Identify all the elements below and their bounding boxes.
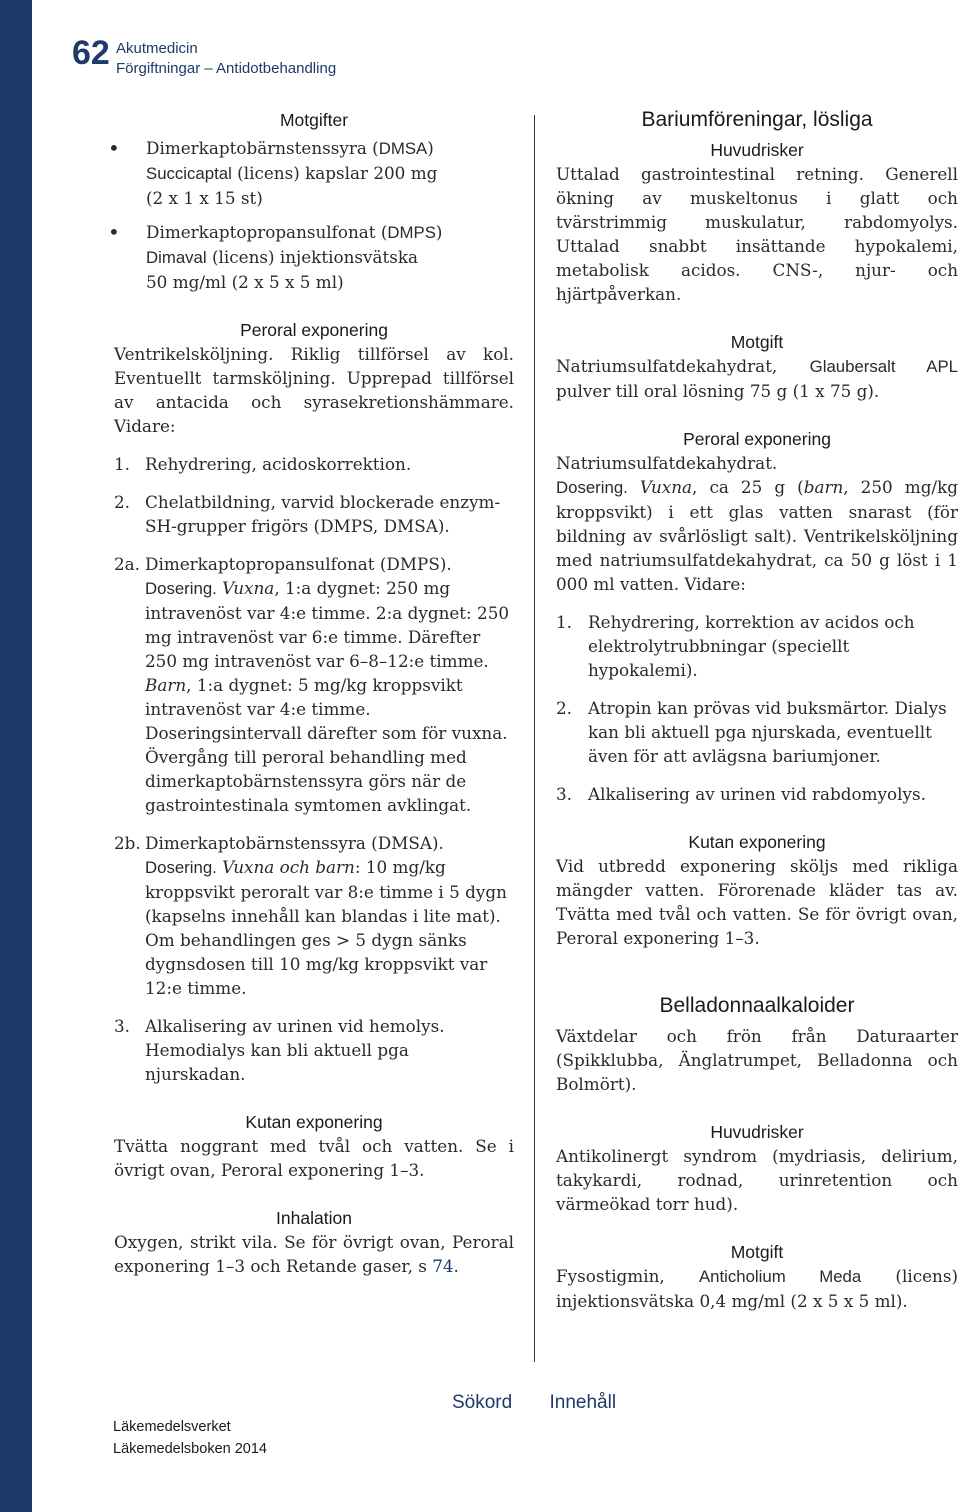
huvudrisker-text: Uttalad gastrointestinal retning. Generell ökning av muskeltonus i glatt och tvärstrimmig muskulatur, rabdomyolys. Uttalad snabbt insättande hypokalemi, metabolisk acidos. CNS-, njur- och hjärtpåverkan. xyxy=(556,164,958,304)
list-item: 3. Alkalisering av urinen vid hemolys. Hemodialys kan bli aktuell pga njurskadan. xyxy=(114,1016,445,1084)
inhalation-text: Oxygen, strikt vila. Se för övrigt ovan, Peroral exponering 1–3 och Retande gaser, s 74. xyxy=(114,1232,514,1276)
search-link[interactable]: Sökord xyxy=(452,1392,513,1413)
list-item: 2. Chelatbildning, varvid blockerade enzym-SH-grupper frigörs (DMPS, DMSA). xyxy=(114,492,501,536)
subsection-title: Förgiftningar – Antidotbehandling xyxy=(116,60,337,77)
bullet-icon: • xyxy=(108,136,120,160)
huvudrisker-text: Antikolinergt syndrom (mydriasis, delirium, takykardi, rodnad, urinretention och värmeökad torr hud). xyxy=(556,1146,958,1214)
right-column: Bariumföreningar, lösliga Huvudrisker Uttalad gastrointestinal retning. Generell ökning av muskeltonus i glatt och tvärstrimmig muskulatur, rabdomyolys. Uttalad snabbt insättande hypokalemi, metabolisk acidos. CNS-, njur- och hjärtpåverkan. Motgift Natriumsulfatdekahydrat, Glaubersalt APL pulver till oral lösning 75 g (1 x 75 g). Peroral exponering Natriumsulfatdekahydrat. Dosering. Vuxna, ca 25 g (barn, 250 mg/kg kroppsvikt) i ett glas vatten snarast (för bildning av svårlösligt salt). Ventrikelsköljning med natriumsulfatdekahydrat, ca 50 g löst i 1 000 ml vatten. Vidare: 1. Rehydrering, korrektion av acidos och elektrolytrubbningar (speciellt hypokalemi). 2. Atropin kan prövas vid buksmärtor. Dialys kan bli aktuell pga njurskada, eventuellt även för att avlägsna bariumjoner. 3. Alkalisering av urinen vid rabdomyolys. Kutan exponering Vid utbredd exponering sköljs med rikliga mängder vatten. Förorenade kläder tas av. Tvätta med tvål och vatten. Se för övrigt ovan, Peroral exponering 1–3. Belladonnaalkaloider Växtdelar och frön från Daturaarter (Spikklubba, Änglatrumpet, Belladonna och Bolmört). Huvudrisker Antikolinergt syndrom (mydriasis, delirium, takykardi, rodnad, urinretention och värmeökad torr hud). Motgift Fysostigmin, Anticholium Meda (licens) injektionsvätska 0,4 mg/ml (2 x 5 x 5 ml). xyxy=(556,108,958,1311)
list-item: 3. Alkalisering av urinen vid rabdomyolys. xyxy=(556,784,926,804)
product-name: Glaubersalt APL xyxy=(809,357,958,376)
page-footer xyxy=(113,1416,267,1460)
section-title: Akutmedicin xyxy=(116,40,198,57)
heading-belladonna: Belladonnaalkaloider xyxy=(659,994,855,1017)
list-item: 2b. Dimerkaptobärnstenssyra (DMSA). Dosering. Vuxna och barn: 10 mg/kg kroppsvikt peroralt var 8:e timme i 5 dygn (kapselns innehåll kan blandas i lite mat). Om behandlingen ges > 5 dygn sänks dygnsdosen till 10 mg/kg kroppsvikt var 12:e timme. xyxy=(114,833,507,998)
list-item: • Dimerkaptopropansulfonat (DMPS) Dimaval (licens) injektionsvätska 50 mg/ml (2 x 5 x 5 ml) xyxy=(108,220,443,292)
column-divider xyxy=(534,115,535,1362)
kutan-text: Vid utbredd exponering sköljs med rikliga mängder vatten. Förorenade kläder tas av. Tvätta med tvål och vatten. Se för övrigt ovan, Peroral exponering 1–3. xyxy=(556,856,958,948)
heading-motgift: Motgift xyxy=(730,1242,784,1262)
heading-peroral: Peroral exponering xyxy=(683,429,831,449)
motgift-text: Natriumsulfatdekahydrat, Glaubersalt APL pulver till oral lösning 75 g (1 x 75 g). xyxy=(556,356,958,401)
heading-motgift: Motgift xyxy=(730,332,784,352)
list-item: 2. Atropin kan prövas vid buksmärtor. Dialys kan bli aktuell pga njurskada, eventuellt även för att avlägsna bariumjoner. xyxy=(556,698,947,766)
motgift-text: Fysostigmin, Anticholium Meda (licens) injektionsvätska 0,4 mg/ml (2 x 5 x 5 ml). xyxy=(556,1266,958,1311)
page-reference-link[interactable]: 74 xyxy=(432,1256,454,1276)
heading-barium: Bariumföreningar, lösliga xyxy=(641,108,873,131)
heading-kutan: Kutan exponering xyxy=(245,1112,383,1132)
bullet-icon: • xyxy=(108,220,120,244)
page-number: 62 xyxy=(72,34,110,72)
publisher: Läkemedelsverket xyxy=(113,1419,231,1435)
nav-links xyxy=(452,1392,648,1414)
list-item: 2a. Dimerkaptopropansulfonat (DMPS). Dosering. Vuxna, 1:a dygnet: 250 mg intravenöst var 4:e timme. 2:a dygnet: 250 mg intravenöst var 6:e timme. Därefter 250 mg intravenöst var 6–8–12:e timme. Barn, 1:a dygnet: 5 mg/kg kroppsvikt intravenöst var 4:e timme. Doseringsintervall därefter som för vuxna. Övergång till peroral behandling med dimerkaptobärnstenssyra görs när de gastrointestinala symtomen avklingat. xyxy=(114,554,510,815)
heading-huvudrisker: Huvudrisker xyxy=(710,1122,804,1142)
list-item: • Dimerkaptobärnstenssyra (DMSA) Succicaptal (licens) kapslar 200 mg (2 x 1 x 15 st) xyxy=(108,136,438,208)
heading-huvudrisker: Huvudrisker xyxy=(710,140,804,160)
product-name: Anticholium Meda xyxy=(698,1267,862,1286)
heading-kutan: Kutan exponering xyxy=(688,832,826,852)
product-name: Succicaptal xyxy=(146,164,232,183)
side-color-bar xyxy=(0,0,32,1512)
kutan-text: Tvätta noggrant med tvål och vatten. Se i övrigt ovan, Peroral exponering 1–3. xyxy=(114,1136,514,1180)
contents-link[interactable]: Innehåll xyxy=(549,1392,617,1413)
list-item: 1. Rehydrering, acidoskorrektion. xyxy=(114,454,412,474)
peroral-intro: Ventrikelsköljning. Riklig tillförsel av kol. Eventuellt tarmsköljning. Upprepad tillförsel av antacida och syrasekretionshämmare. Vidare: xyxy=(114,344,514,436)
product-name: Dimaval xyxy=(146,248,207,267)
dosering-text: Dosering. Vuxna, ca 25 g (barn, 250 mg/kg kroppsvikt) i ett glas vatten snarast (för bildning av svårlösligt salt). Ventrikelsköljning med natriumsulfatdekahydrat, ca 50 g löst i 1 000 ml vatten. Vidare: xyxy=(556,477,958,594)
list-item: 1. Rehydrering, korrektion av acidos och elektrolytrubbningar (speciellt hypokalemi). xyxy=(556,612,915,680)
left-column xyxy=(108,108,514,1278)
belladonna-intro: Växtdelar och frön från Daturaarter (Spikklubba, Änglatrumpet, Belladonna och Bolmört). xyxy=(556,1026,958,1094)
heading-motgifter: Motgifter xyxy=(279,110,349,130)
publication: Läkemedelsboken 2014 xyxy=(113,1441,267,1457)
heading-peroral: Peroral exponering xyxy=(240,320,388,340)
heading-inhalation: Inhalation xyxy=(276,1208,352,1228)
